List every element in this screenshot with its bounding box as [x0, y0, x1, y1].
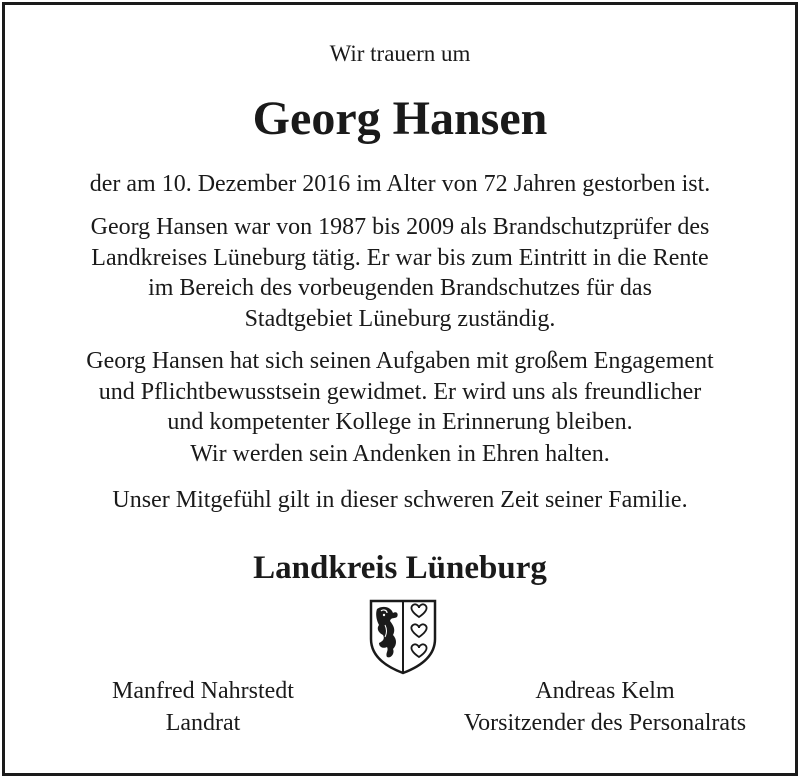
obituary-notice: [5, 5, 795, 773]
death-line: der am 10. Dezember 2016 im Alter von 72 Jahren gestorben ist.: [89, 171, 711, 197]
notice-frame: [2, 2, 798, 776]
signatory-landrat: [83, 675, 323, 739]
organization-name: Landkreis Lüneburg: [253, 550, 547, 586]
signatory-title: Vorsitzender des Personalrats: [463, 710, 747, 736]
text-line: und kompetenter Kollege in Erinnerung bleiben.: [167, 409, 633, 435]
text-line: Stadtgebiet Lüneburg zuständig.: [244, 305, 556, 332]
intro-text: Wir trauern um: [329, 41, 471, 66]
signatory-name: Manfred Nahrstedt: [112, 678, 294, 704]
paragraph-condolence: Unser Mitgefühl gilt in dieser schweren Zeit seiner Familie.: [112, 487, 688, 513]
text-line: und Pflichtbewusstsein gewidmet. Er wird uns als freundlicher: [98, 378, 702, 405]
text-line: im Bereich des vorbeugenden Brandschutzes für das: [148, 275, 652, 301]
signatory-personalrat: [435, 675, 775, 739]
text-line: Georg Hansen war von 1987 bis 2009 als Brandschutzprüfer des: [90, 214, 710, 240]
signatory-name: Andreas Kelm: [535, 678, 675, 704]
text-line: Landkreises Lüneburg tätig. Er war bis zum Eintritt in die Rente: [91, 244, 709, 271]
deceased-name: Georg Hansen: [252, 92, 548, 145]
coat-of-arms-icon: [363, 595, 443, 675]
paragraph-career: [5, 212, 795, 334]
paragraph-remembrance: Wir werden sein Andenken in Ehren halten.: [190, 441, 610, 467]
signatory-title: Landrat: [165, 710, 241, 736]
text-line: Georg Hansen hat sich seinen Aufgaben mit großem Engagement: [86, 348, 714, 374]
paragraph-tribute: [5, 346, 795, 438]
